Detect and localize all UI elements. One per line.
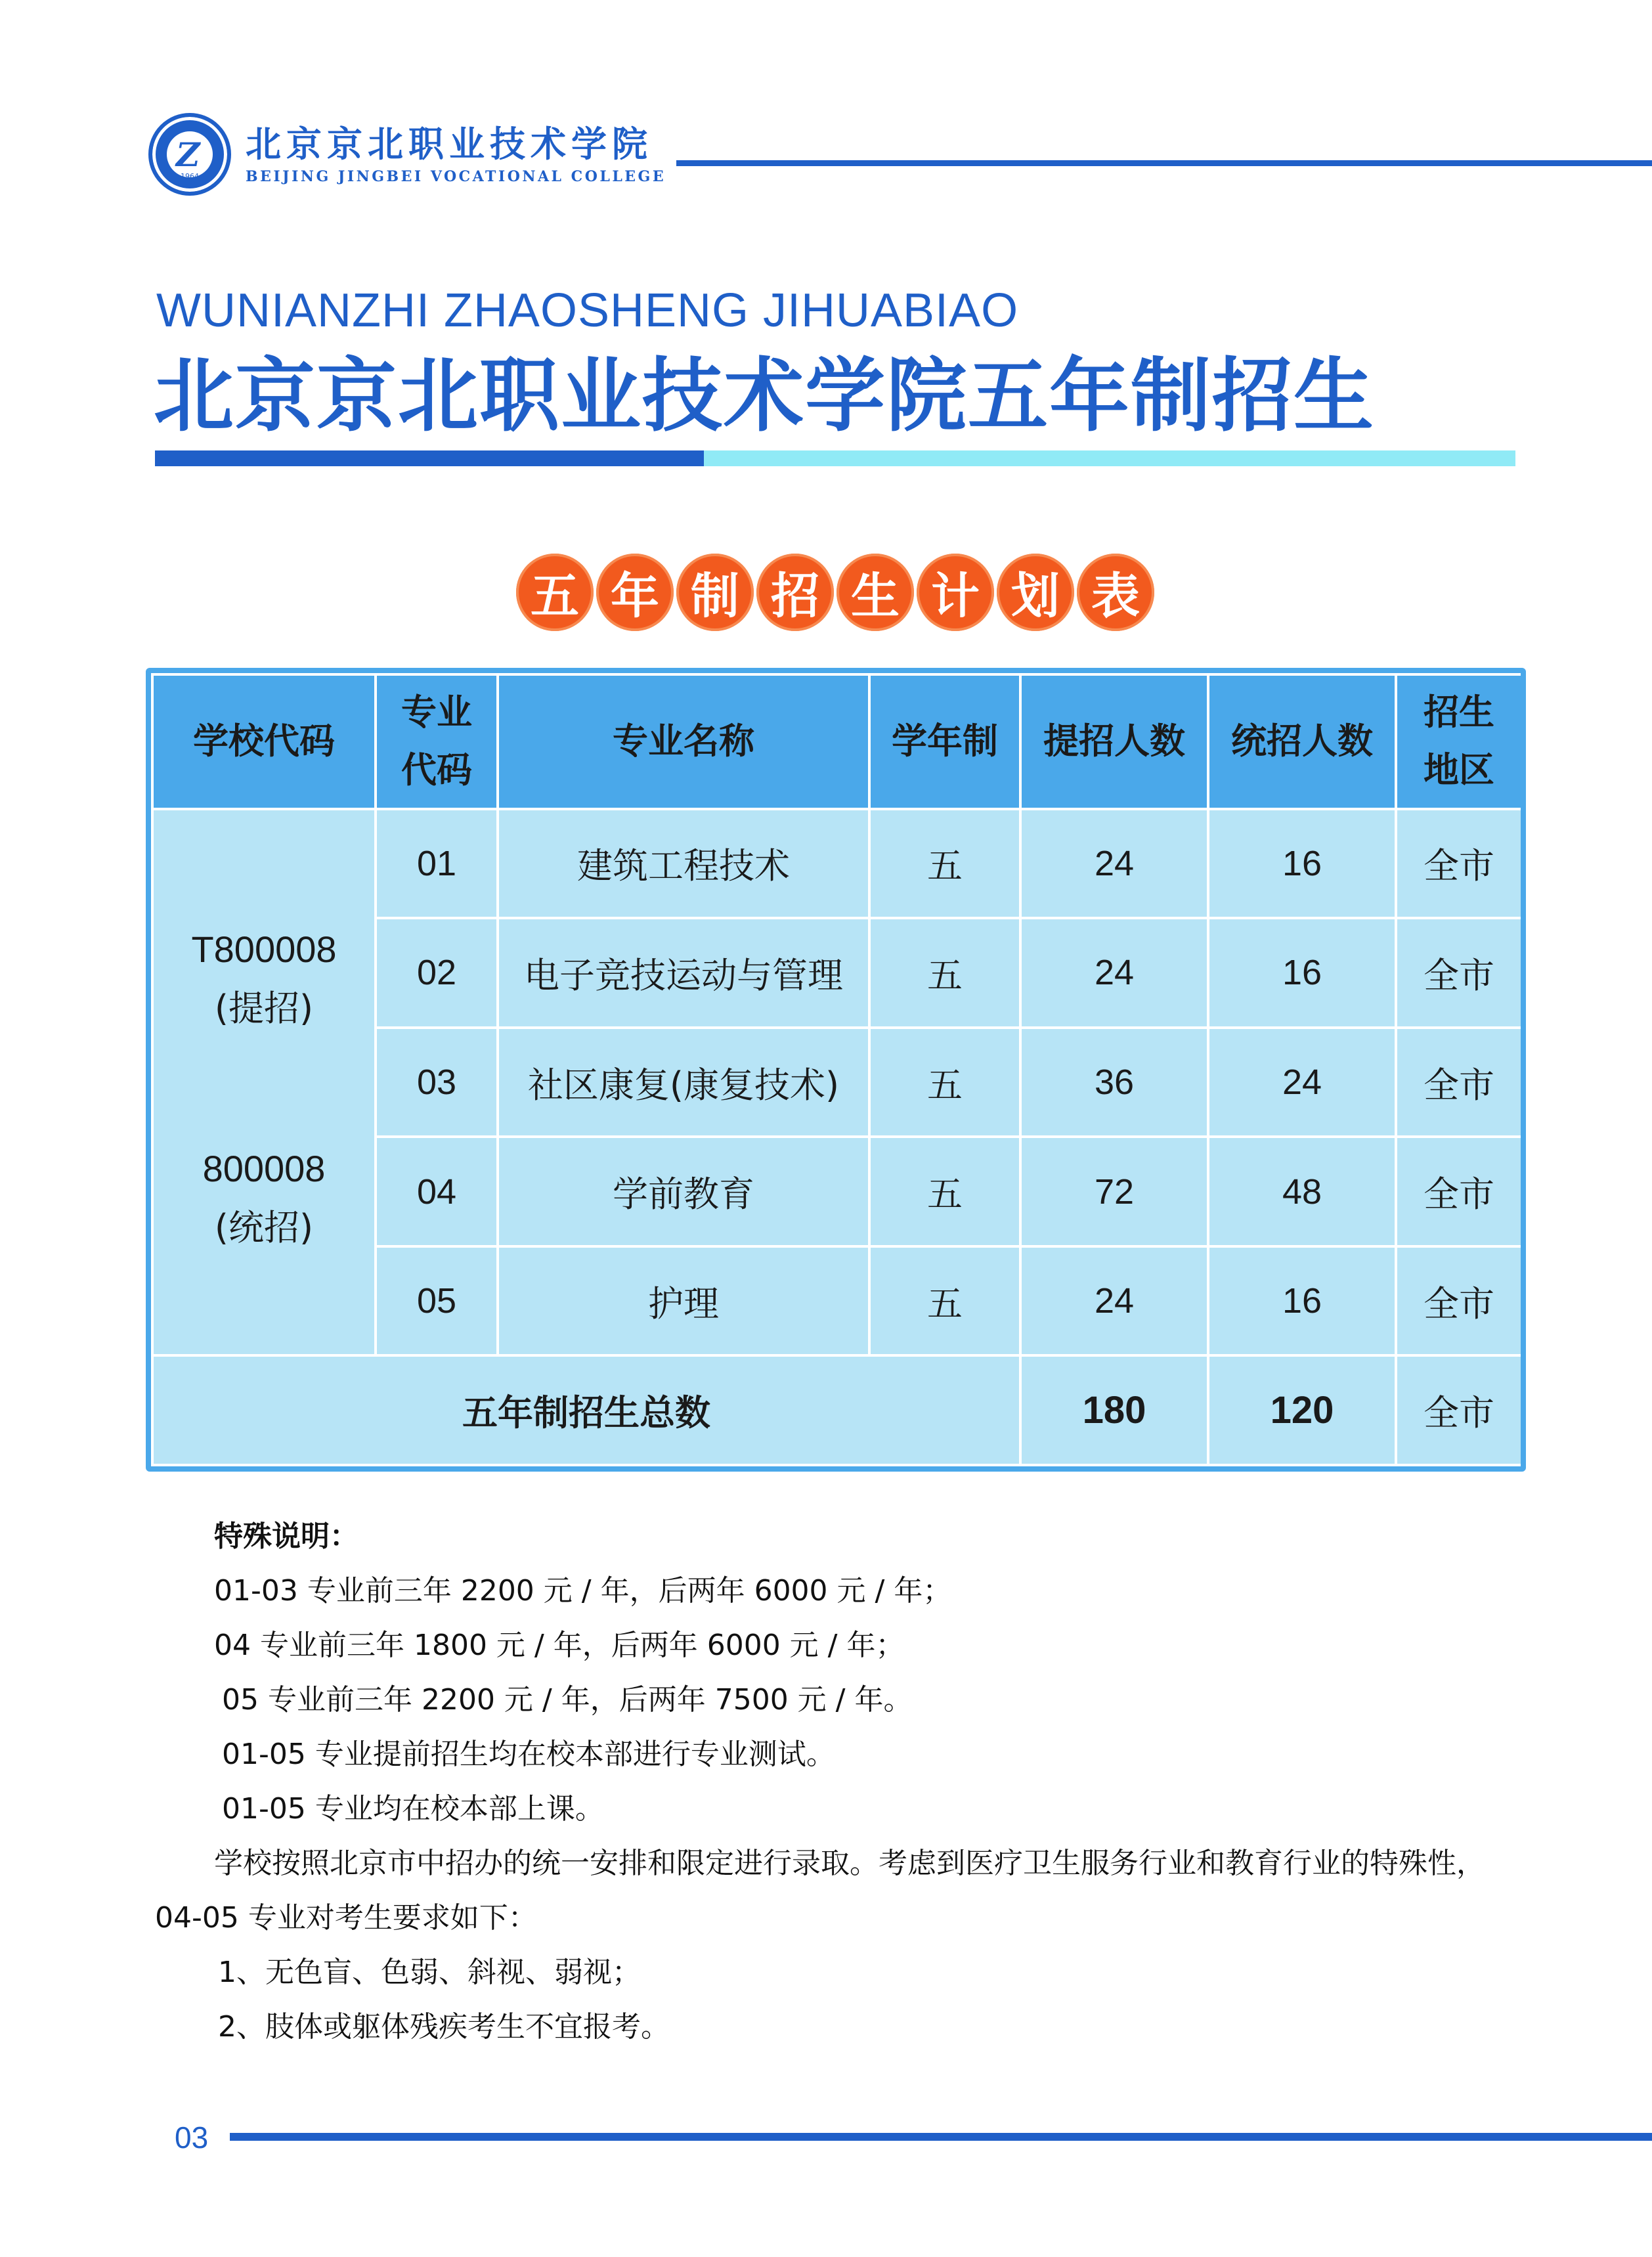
page-number: 03	[175, 2120, 209, 2155]
notes-line: 01-03 专业前三年 2200 元 / 年，后两年 6000 元 / 年；	[214, 1574, 952, 1608]
early-count: 72	[1020, 1137, 1208, 1246]
major-name: 电子竞技运动与管理	[498, 918, 869, 1028]
major-code: 02	[376, 918, 498, 1028]
header-early-count: 提招人数	[1020, 674, 1208, 809]
enrollment-plan-table	[146, 668, 1526, 1472]
header-duration: 学年制	[869, 674, 1020, 809]
duration: 五	[869, 1137, 1020, 1246]
plan-table-heading	[516, 554, 1157, 631]
table-row	[152, 809, 1522, 919]
header-unified-count: 统招人数	[1208, 674, 1396, 809]
duration: 五	[869, 1246, 1020, 1356]
duration: 五	[869, 1028, 1020, 1137]
title-underline-light	[704, 450, 1515, 466]
page-title: 北京京北职业技术学院五年制招生	[154, 349, 1375, 443]
region: 全市	[1396, 1246, 1522, 1356]
notes-line: 05 专业前三年 2200 元 / 年，后两年 7500 元 / 年。	[222, 1683, 913, 1717]
table-total-row	[152, 1355, 1522, 1465]
major-code: 05	[376, 1246, 498, 1356]
duration: 五	[869, 918, 1020, 1028]
early-count: 24	[1020, 918, 1208, 1028]
special-notes	[155, 1509, 1560, 2054]
heading-badge: 招	[756, 554, 834, 631]
major-name: 建筑工程技术	[498, 809, 869, 919]
college-emblem-icon: Z 1964	[148, 113, 231, 196]
header-school-code: 学校代码	[152, 674, 376, 809]
header-major-code: 专业 代码	[376, 674, 498, 809]
notes-line: 01-05 专业均在校本部上课。	[222, 1792, 604, 1826]
title-underline-dark	[155, 450, 704, 466]
region: 全市	[1396, 918, 1522, 1028]
footer-divider	[230, 2133, 1652, 2141]
school-code-cell	[152, 809, 376, 1356]
unified-admission-code: 800008 (统招)	[202, 1148, 326, 1249]
region: 全市	[1396, 809, 1522, 919]
major-code: 01	[376, 809, 498, 919]
heading-badge: 表	[1077, 554, 1154, 631]
college-logo	[148, 113, 666, 196]
unified-count: 24	[1208, 1028, 1396, 1137]
early-count: 24	[1020, 1246, 1208, 1356]
early-admission-code: T800008 (提招)	[191, 928, 337, 1029]
major-name: 护理	[498, 1246, 869, 1356]
unified-count: 16	[1208, 918, 1396, 1028]
notes-line: 04-05 专业对考生要求如下：	[155, 1901, 537, 1935]
notes-line: 1、无色盲、色弱、斜视、弱视；	[218, 1956, 641, 1989]
total-early-count: 180	[1020, 1355, 1208, 1465]
header-major-name: 专业名称	[498, 674, 869, 809]
major-code: 03	[376, 1028, 498, 1137]
logo-chinese-name: 北京京北职业技术学院	[246, 123, 653, 165]
header-divider	[676, 160, 1652, 166]
heading-badge: 生	[837, 554, 914, 631]
notes-title: 特殊说明：	[214, 1520, 359, 1553]
unified-count: 48	[1208, 1137, 1396, 1246]
major-name: 社区康复(康复技术)	[498, 1028, 869, 1137]
notes-line: 01-05 专业提前招生均在校本部进行专业测试。	[222, 1738, 835, 1771]
total-label: 五年制招生总数	[152, 1355, 1020, 1465]
major-code: 04	[376, 1137, 498, 1246]
heading-badge: 制	[676, 554, 754, 631]
notes-line: 2、肢体或躯体残疾考生不宜报考。	[218, 2010, 670, 2044]
total-unified-count: 120	[1208, 1355, 1396, 1465]
header-region: 招生 地区	[1396, 674, 1522, 809]
pinyin-title: WUNIANZHI ZHAOSHENG JIHUABIAO	[156, 284, 1019, 337]
early-count: 24	[1020, 809, 1208, 919]
region: 全市	[1396, 1028, 1522, 1137]
major-name: 学前教育	[498, 1137, 869, 1246]
logo-english-name: BEIJING JINGBEI VOCATIONAL COLLEGE	[246, 168, 666, 185]
notes-line: 04 专业前三年 1800 元 / 年，后两年 6000 元 / 年；	[214, 1629, 905, 1662]
unified-count: 16	[1208, 1246, 1396, 1356]
total-region: 全市	[1396, 1355, 1522, 1465]
heading-badge: 年	[596, 554, 674, 631]
heading-badge: 五	[516, 554, 594, 631]
early-count: 36	[1020, 1028, 1208, 1137]
heading-badge: 划	[997, 554, 1074, 631]
unified-count: 16	[1208, 809, 1396, 919]
region: 全市	[1396, 1137, 1522, 1246]
duration: 五	[869, 809, 1020, 919]
table-header-row	[152, 674, 1522, 809]
notes-line: 学校按照北京市中招办的统一安排和限定进行录取。考虑到医疗卫生服务行业和教育行业的特殊性，	[214, 1847, 1485, 1880]
heading-badge: 计	[917, 554, 994, 631]
